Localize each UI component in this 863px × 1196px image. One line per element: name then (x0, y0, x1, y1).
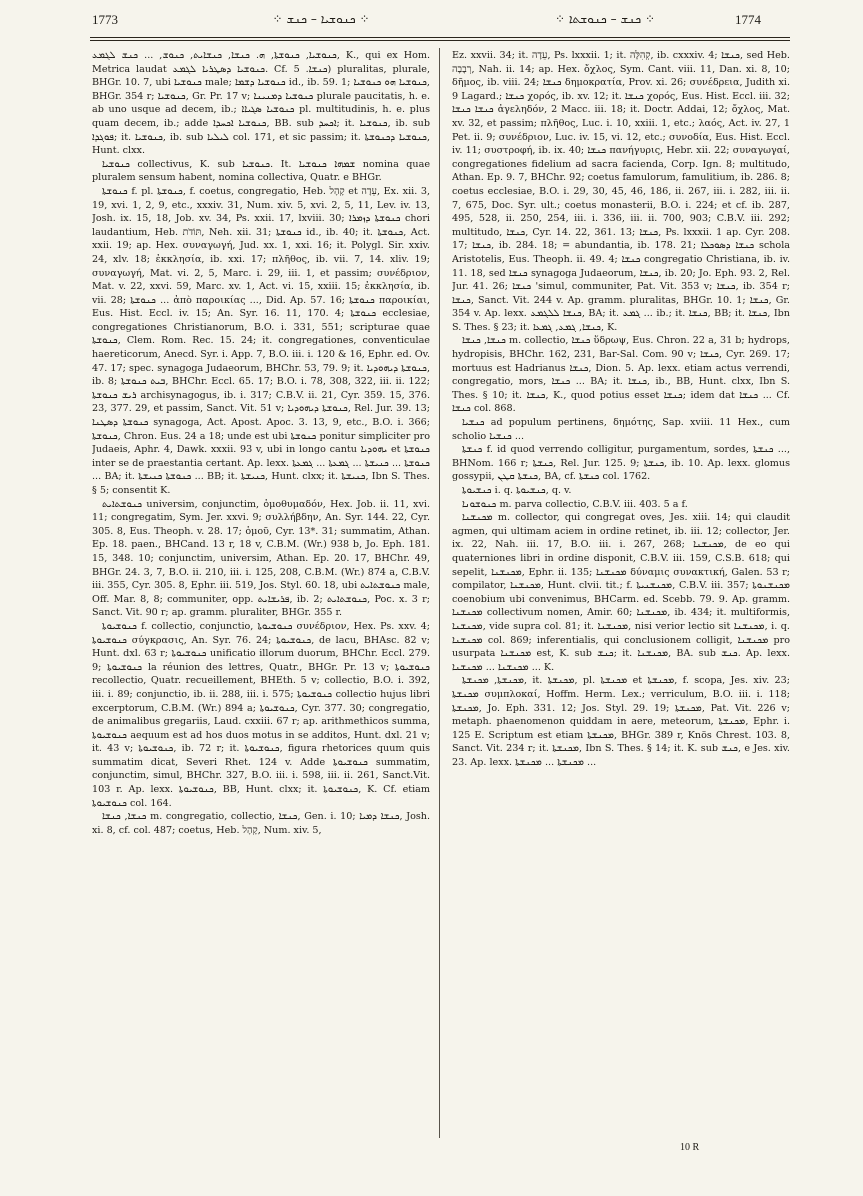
dictionary-entry: ܟܢܫܝܘܬܐ i. q. ܟܢܫܝܘܬܐ, q. v. (462, 485, 572, 496)
dictionary-entry: ܟܢܫܐ, ܟܢܫܐ m. collectio, ܟܢܫܐ ὕδρωψ, Eus. Chron. 22 a, 31 b; hydrops, hydropisis, BHChr. 162, 231, Bar-Sal. Com. 90 v; ܟܢܫܐ, Cyr. 269. 17; mortuus est Hadrianus ܟܢܫܐ, Dion. 5. Ap. lexx. etiam actus verrendi, congregatio, mors, ܟܢܫܐ ... BA; it. ܟܢܫܐ, ib., BB, Hunt. clxx, Ibn S. Thes. § 10; it. ܟܢܫܐ, K., quod potius esset ܟܢܫܐ; idem dat ܟܢܫܐ ... Cf. ܟܢܫܐ col. 868. (452, 335, 790, 415)
dictionary-entry: Ez. xxvii. 34; it. עֵדָה, Ps. lxxxii. 1; it. קְהִלָּה, ib. cxxxiv. 4; ܟܢܫܐ, sed Heb. רְבָבָה, Nah. ii. 14; ap. Hex. ὄχλος, Sym. Cant. viii. 11, Dan. xi. 8, 10; δῆμος, ib. viii. 24; ܟܢܫܐ δημοκρατία, Prov. xi. 26; συνέδρεια, Judith xi. 9 Lagard.; ܟܢܫܐ χορός, ib. xv. 12; it. ܟܢܫܐ χορός, Eus. Hist. Eccl. iii. 32; ܟܢܫܐ ܟܢܫܐ ἀγεληδόν, 2 Macc. iii. 18; it. Doctr. Addai, 12; ὄχλος, Mat. xv. 32, et passim; πλῆθος, Luc. i. 10, xxiii. 1, etc.; λαός, Act. iv. 27, 1 Pet. ii. 9; συνέδριον, Luc. iv. 15, vi. 12, etc.; συνοδία, Eus. Hist. Eccl. iv. 11; συστροφή, ib. ix. 40; ܟܢܫܐ πανήγυρις, Hebr. xii. 22; συναγωγαί, congregationes fidelium ad sacra facienda, Corp. Ign. 8; multitudo, Athan. Ep. 9. 7, BHChr. 92; coetus famulorum, famulitium, ib. 286. 8; coetus ecclesiae, B.O. i. 29, 30, 45, 46, 186, ii. 267, iii. i. 282, iii. ii. 7, 675, Doc. Syr. ult.; coetus monasterii, B.O. i. 224; et cf. ib. 287, 495, 528, ii. 250, 254, iii. i. 336, iii. ii. 700, 903; C.B.V. iii. 292; multitudo, ܟܢܫܐ, Cyr. 14. 22, 361. 13; ܟܢܫܐ, Ps. lxxxii. 1 ap. Cyr. 208. 17; ܟܢܫܐ, ib. 284. 18; = abundantia, ib. 178. 21; ܟܢܫܐ ܕܣܘܟܠܐ schola Aristotelis, Eus. Theoph. ii. 49. 4; ܟܢܫܐ congregatio Christiana, ib. iv. 11. 18, sed ܟܢܫܐ synagoga Judaeorum, ܟܢܫܐ, ib. 20; Jo. Eph. 93. 2, Rel. Jur. 41. 26; ܟܢܫܐ 'simul, communiter, Pat. Vit. 353 v; ܟܢܫܐ, ib. 354 r; ܟܢܫܐ, Sanct. Vit. 244 v. Ap. gramm. pluralitas, BHGr. 10. 1; ܟܢܫܐ, Gr. 354 v. Ap. lexx. ܟܢܫܐ ܠܠܓܡܥ, BA; it. ܓܡܥ ... ib.; it. ܟܢܫܐ, BB; it. ܟܢܫܐ, Ibn S. Thes. § 23; it. ܟܢܫܐ, ܓܡܥ, ܓܡܥܐ, K. (452, 50, 790, 333)
header-rule-thick (90, 37, 790, 38)
dictionary-entry: ܡܟܢܫܢܐ m. collector, qui congregat oves, Jes. xiii. 14; qui claudit agmen, qui ultimam aciem in ordine retinet, ib. iii. 12; collector, Jer. ix. 22, Nah. iii. 17, B.O. iii. i. 267, 268; ܡܟܢܫܢܐ, de eo qui quaterniones libri in ordine disponit, C.B.V. iii. 159, C.S.B. 618; qui sepelit, ܡܟܢܫܢܐ, Ephr. ii. 135; ܡܟܢܫܢܐ δύναμις συνακτική, Galen. 53 r; compilator, ܡܟܢܫܢܐ, Hunt. clvii. tit.; f. ܡܟܢܫܢܝܬܐ, C.B.V. iii. 357; ܡܟܢܫܢܘܬܐ coenobium ubi convenimus, BHCarm. ed. Scebb. 79. 9. Ap. gramm. ܡܟܢܫܢܐ collectivum nomen, Amir. 60; ܡܟܢܫܢܐ, ib. 434; it. multiformis, ܡܟܢܫܢܐ, vide supra col. 81; it. ܡܟܢܫܢܐ, nisi verior lectio sit ܡܟܢܫܢܐ, i. q. ܡܟܢܫܢܐ col. 869; inferentialis, qui conclusionem colligit, ܡܟܢܫܢܐ pro usurpata ܡܟܢܫܢܐ est, K. sub ܟܢܫ; it. ܡܟܢܫܢܐ, BA. sub ܟܢܫ. Ap. lexx. ܡܟܢܫܢܐ ... ܡܟܢܫܢܐ ... K. (452, 512, 790, 673)
header-rule-thin (90, 40, 790, 41)
dictionary-entry: ܟܢܫܬܐ f. id quod verrendo colligitur, purgamentum, sordes, ܟܢܫܬܐ ..., BHNom. 166 r; ܟܢܫܬܐ, Rel. Jur. 125. 9; ܟܢܫܬܐ, ib. 10. Ap. lexx. glomus gossypii, ܟܢܫܬܐ ܩܛܢ, BA, cf. ܟܢܫܬܐ col. 1762. (452, 444, 790, 483)
dictionary-entry: ܡܟܢܫܬܐ, ܡܟܢܫܬܐ, it. ܡܟܢܫܬܐ, pl. ܡܟܢܫܬܐ et ܡܟܢܫܬܐ, f. scopa, Jes. xiv. 23; ܡܟܢܫܬܐ συμπλοκαί, Hoffm. Herm. Lex.; verriculum, B.O. iii. i. 118; ܡܟܢܫܬܐ, Jo. Eph. 331. 12; Jos. Styl. 29. 19; ܡܟܢܫܬܐ, Pat. Vit. 226 v; metaph. phaenomenon quiddam in aere, meteorum, ܡܟܢܫܬܐ, Ephr. i. 125 E. Scriptum est etiam ܡܟܢܫܬܐ, BHGr. 389 r, Knös Chrest. 103. 8, Sanct. Vit. 234 r; it. ܡܟܢܫܬܐ, Ibn S. Thes. § 14; it. K. sub ܟܢܫ, e Jes. xiv. 23. Ap. lexx. ܡܟܢܫܬܐ ... ܡܟܢܫܬܐ ... (452, 675, 790, 768)
dictionary-entry: ܟܢܘܫܬܐܝܬ universim, conjunctim, ὁμοθυμαδόν, Hex. Job. ii. 11, xvi. 11; congregatim, Sym. Jer. xxvi. 9; συλλήβδην, An. Syr. 144. 22, Cyr. 305. 8, Eus. Theoph. v. 28. 17; ὁμοῦ, Cyr. 13*. 31; summatim, Athan. Ep. 18. paen., BHCand. 13 r, 18 v, C.B.M. (Wr.) 938 b, Jo. Eph. 181. 15, 348. 10; conjunctim, universim, Athan. Ep. 20. 17, BHChr. 49, BHGr. 24. 3, 7, B.O. ii. 210, iii. i. 125, 208, C.B.M. (Wr.) 874 a, C.B.V. iii. 355, Cyr. 305. 8, Ephr. iii. 519, Jos. Styl. 60. 18, ubi ܟܢܘܫܬܐܝܬ male, Off. Mar. 8, 8; communiter, opp. ܦܪܝܫܐܝܬ, ib. 2; ܟܢܘܫܬܐܝܬ, Poc. x. 3 r; Sanct. Vit. 90 r; ap. gramm. pluraliter, BHGr. 355 r. (92, 498, 430, 619)
dictionary-entry: ܟܢܫܐ, ܟܢܫܐ m. congregatio, collectio, ܟܢܫܐ, Gen. i. 10; ܟܢܫܐ ܕܡܝܐ, Josh. xi. 8, cf. col. 487; coetus, Heb. קָהָל, Num. xiv. 5, (92, 811, 430, 836)
dictionary-entry: ܟܢܫܝܐ ad populum pertinens, δημότης, Sap. xviii. 11 Hex., cum scholio ܟܢܫܝܐ ... (452, 417, 790, 442)
dictionary-entry: ܟܢܘܫܝܐ, ܟܢܘܫܬܐ, ܗ. ܟܢܫܐ, ܟܢܫܐܝܬ, ܟܢܘܫ, ... ܟܢܫ ܠܓܡܥ, K., qui ex Hom. Metrica laudat ܟܢܘܫܝܐ ܕܣܛܪܝܐ ܠܓܡܥ. Cf. ܟܢܫܐ. 5) pluralitas, plurale, BHGr. 10. 7, ubi ܟܢܘܫܝܐ male; ܟܢܘܫܝܐ ܕܫܡܐ id., ib. 59. 1; ܟܢܘܫܝܐ ܗܘ ܟܢܘܫܝܐ, BHGr. 354 r; ܟܢܘܫܝܐ, Gr. Pr. 17 v; ܟܢܘܫܝܐ ܕܡܢܝܢܐ plurale paucitatis, h. e. ab uno usque ad decem, ib.; ܟܢܘܫܝܐ ܣܓܝܐܐ pl. multitudinis, h. e. plus quam decem, ib.; adde ܟܢܘܫܝܐ ܐܟܚܕܐ, BB. sub ܐܟܚܕ; it. ܟܢܘܫܝܐ, ib. sub ܦܘܓܕܐ; it. ܟܢܘܫܝܐ, ib. sub ܠܝܠܝܐ col. 171, et sic passim; it. ܟܢܘܫܝܐ ܕܟܢܘܫܬܐ, Hunt. clxx. (92, 50, 430, 157)
left-column (92, 49, 430, 1144)
page-header (0, 0, 863, 40)
right-running-title: ⁘ ܟܢܫ – ܟܢܘܫܬܐ ⁘ (554, 12, 656, 26)
right-page-number: 1774 (735, 12, 761, 27)
left-page-number: 1773 (92, 12, 118, 27)
right-column (452, 49, 790, 1144)
dictionary-entry: ܟܢܘܫܝܐ collectivus, K. sub ܟܢܘܫܝܐ. It. ܫܡܗܐ ܟܢܘܫܝܐ nomina quae pluralem sensum habent, nomina collectiva, Quatr. e BHGr. (92, 158, 430, 184)
left-running-title: ⁘ ܟܢܘܫܝܐ – ܟܢܫ ⁘ (272, 12, 370, 26)
dictionary-entry: ܟܢܘܫܬܐ f. pl. ܟܢܘܫܬܐ, f. coetus, congregatio, Heb. קָהָל et עֵדָה, Ex. xii. 3, 19, xvi. 1, 2, 9, etc., xxxiv. 31, Num. xiv. 5, xvi. 2, 5, 11, Lev. iv. 13, Josh. ix. 15, 18, Job. xv. 34, Ps. xxii. 17, lxviii. 30; ܟܢܘܫܬܐ ܕܙܡܪܐ chori laudantium, Heb. תּוֹדֹת, Neh. xii. 31; ܟܢܘܫܬܐ id., ib. 40; it. ܟܢܘܫܬܐ, Act. xxii. 19; ap. Hex. συναγωγή, Jud. xx. 1, xxi. 16; it. Polygl. Sir. xxiv. 24, xlv. 18; ἐκκλησία, ib. xxi. 17; πλῆθος, ib. vii. 7, 14. xliv. 19; συναγωγή, Mat. vi. 2, 5, Marc. i. 29, iii. 1, et passim; συνέδριον, Mat. v. 22, xxvi. 59, Marc. xv. 1, Act. vi. 15, xxiii. 15; ἐκκλησία, ib. vii. 28; ܟܢܘܫܬܐ ... ἀπὸ παροικίας ..., Did. Ap. 57. 16; ܟܢܘܫܬܐ παροικίαι, Eus. Hist. Eccl. iv. 15; An. Syr. 16. 11, 170. 4; ܟܢܘܫܬܐ ecclesiae, congregationes Christianorum, B.O. i. 331, 551; scripturae quae ܟܢܘܫܬܐ, Clem. Rom. Rec. 15. 24; it. congregationes, conventiculae haereticorum, Anecd. Syr. i. App. 7, B.O. iii. i. 120 & 16, Ephr. ed. Ov. 47. 17; spec. synagoga Judaeorum, BHChr. 53, 79. 9; it. ܟܢܘܫܬܐ ܕܝܗܘܕܝܐ, ib. 8; ܒܝܬ ܟܢܘܫܬܐ, BHChr. Eccl. 65. 17; B.O. i. 78, 308, 322, iii. ii. 122; ܪܝܫ ܟܢܘܫܬܐ archisynagogus, ib. i. 317; C.B.V. ii. 21, Cyr. 359. 15, 376. 23, 377. 29, et passim, Sanct. Vit. 51 v; ܟܢܘܫܬܐ ܕܝܗܘܕܝܐ, Rel. Jur. 39. 13; ܟܢܘܫܬܐ ܕܣܛܢܐ synagoga, Act. Apost. Apoc. 3. 13, 9, etc., B.O. i. 366; ܟܢܘܫܬܐ, Chron. Eus. 24 a 18; unde est ubi ܟܢܘܫܬܐ ponitur simpliciter pro Judaeis, Aphr. 4, Dawk. xxxii. 93 v, ubi in longo cantu ܝܗܘܕܝܐ et ܟܢܘܫܬܐ inter se de praestantia certant. Ap. lexx. ܟܢܘܫܬܐ ... ܟܢܝܫܬܐ ... ܓܡܥܬܐ ... ܓܡܥܬܐ ... BA; it. ܟܢܘܫܬܐ ܟܢܝܫܬܐ ... BB; it. ܟܢܝܫܬܐ, Hunt. clxx; it. ܟܢܝܫܬܐ, Ibn S. Thes. § 5; consentit K. (92, 185, 430, 496)
dictionary-entry: ܟܢܘܫܘܢܐ m. parva collectio, C.B.V. iii. 403. 5 a f. (462, 498, 688, 510)
dictionary-entry: ܟܢܘܫܝܘܬܐ f. collectio, conjunctio, ܟܢܘܫܝܘܬܐ συνέδριον, Hex. Ps. xxv. 4; ܟܢܘܫܝܘܬܐ σύγκρασις, An. Syr. 76. 24; ܟܢܘܫܝܘܬܐ, de lacu, BHAsc. 82 v; Hunt. dxl. 63 r; ܟܢܘܫܝܘܬܐ unificatio illorum duorum, BHChr. Eccl. 279. 9; ܟܢܘܫܝܘܬܐ la réunion des lettres, Quatr., BHGr. Pr. 13 v; ܟܢܘܫܝܘܬܐ recollectio, Quatr. recueillement, BHEth. 5 v; collectio, B.O. i. 392, iii. i. 89; conjunctio, ib. ii. 288, iii. i. 575; ܟܢܘܫܝܘܬܐ collectio hujus libri excerptorum, C.B.M. (Wr.) 894 a; ܟܢܘܫܝܘܬܐ, Cyr. 377. 30; congregatio, de animalibus gregariis, Laud. cxxiii. 67 r; ap. arithmethicos summa, ܟܢܘܫܝܘܬܐ aequum est ad hos duos motus in se additos, Hunt. dxl. 21 v; it. 43 v; ܟܢܘܫܝܘܬܐ, ib. 72 r; it. ܟܢܘܫܝܘܬܐ, figura rhetorices quum quis summatim dicat, Severi Rhet. 124 v. Adde ܟܢܘܫܝܘܬܐ summatim, conjunctim, simul, BHChr. 327, B.O. iii. i. 598, iii. ii. 261, Sanct.Vit. 103 r. Ap. lexx. ܟܢܘܫܝܘܬܐ, BB, Hunt. clxx; it. ܟܢܘܫܝܘܬܐ, K. Cf. etiam ܟܢܘܫܝܘܬܐ col. 164. (92, 620, 430, 809)
printer-signature: 10 R (680, 1142, 700, 1153)
column-divider (439, 48, 440, 1138)
